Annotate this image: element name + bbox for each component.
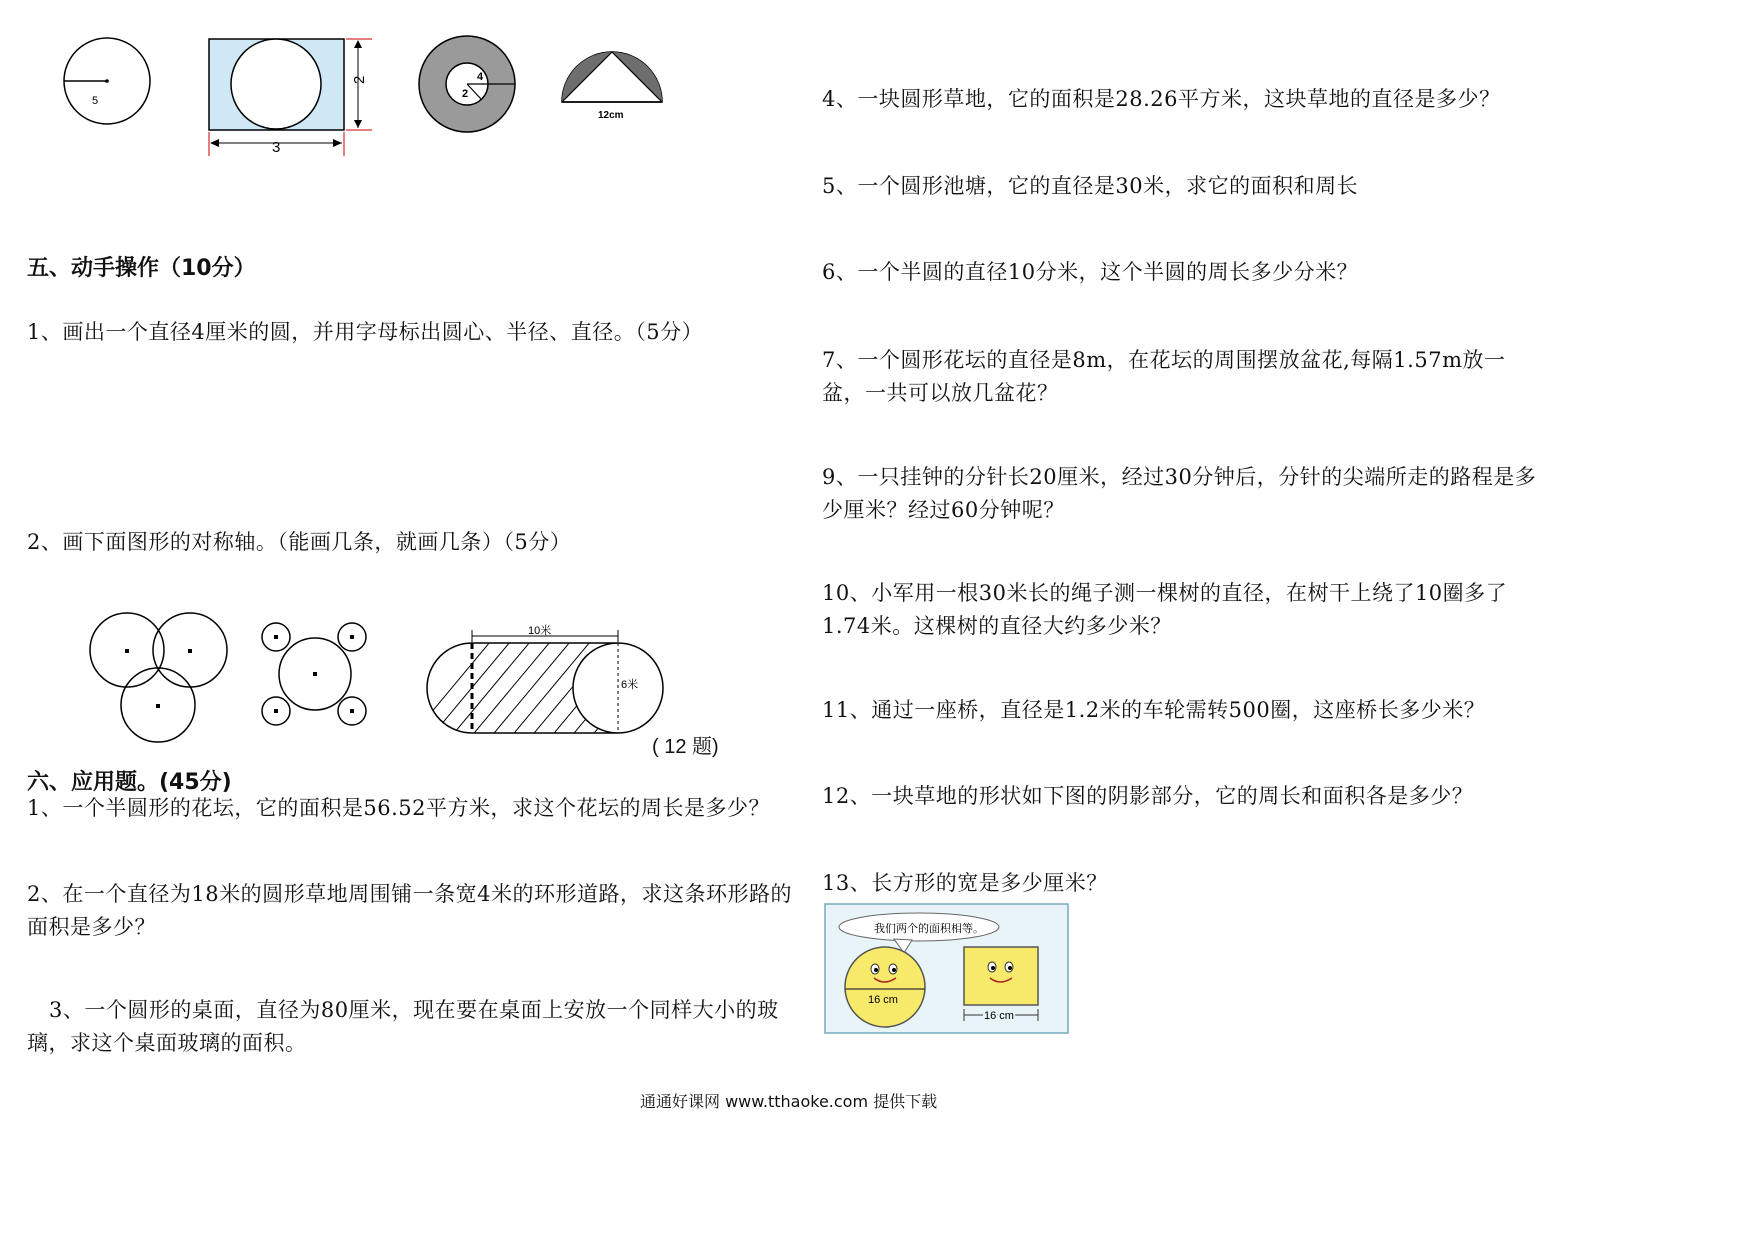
section5-title: 五、动手操作（10分） bbox=[27, 256, 256, 281]
page-footer: 通通好课网 www.tthaoke.com 提供下载 bbox=[640, 1092, 938, 1111]
question-13: 13、长方形的宽是多少厘米？ bbox=[822, 871, 1108, 895]
question-5: 5、一个圆形池塘，它的直径是30米，求它的面积和周长 bbox=[822, 174, 1359, 198]
section6-question-1: 1、一个半圆形的花坛，它的面积是56.52平方米，求这个花坛的周长是多少？ bbox=[27, 796, 770, 820]
question-10: 10、小军用一根30米长的绳子测一棵树的直径，在树干上绕了10圈多了1.74米。这棵树的直径大约多少米？ bbox=[822, 581, 1508, 638]
five-circles-figure bbox=[262, 623, 366, 725]
section6-title: 六、应用题。(45分) bbox=[27, 770, 232, 795]
three-circles-figure bbox=[90, 613, 227, 742]
ring-figure bbox=[419, 36, 515, 132]
circle-diameter-label: 16 cm bbox=[868, 994, 898, 1006]
question-11: 11、通过一座桥，直径是1.2米的车轮需转500圈，这座桥长多少米？ bbox=[822, 698, 1486, 722]
area-comparison-figure bbox=[824, 903, 1070, 1035]
shape-width-label: 10米 bbox=[528, 625, 552, 637]
shape-height-label: 6米 bbox=[621, 679, 639, 691]
ring-outer-label: 4 bbox=[477, 71, 484, 83]
rect-circle-figure bbox=[209, 39, 372, 156]
speech-bubble-text: 我们两个的面积相等。 bbox=[874, 923, 984, 935]
rect-width-label: 3 bbox=[272, 139, 281, 156]
top-figures bbox=[0, 0, 780, 180]
question-4: 4、一块圆形草地，它的面积是28.26平方米，这块草地的直径是多少？ bbox=[822, 87, 1501, 111]
ring-inner-label: 2 bbox=[462, 88, 469, 100]
section6-question-2: 2、在一个直径为18米的圆形草地周围铺一条宽4米的环形道路，求这条环形路的面积是多少？ bbox=[27, 882, 792, 939]
question-6: 6、一个半圆的直径10分米，这个半圆的周长多少分米？ bbox=[822, 260, 1359, 284]
rect-height-label: 2 bbox=[351, 75, 368, 84]
question-12: 12、一块草地的形状如下图的阴影部分，它的周长和面积各是多少？ bbox=[822, 784, 1474, 808]
semicircle-figure bbox=[562, 52, 662, 121]
question-7: 7、一个圆形花坛的直径是8m，在花坛的周围摆放盆花,每隔1.57m放一盆，一共可以放几盆花？ bbox=[822, 348, 1506, 405]
section5-question-2: 2、画下面图形的对称轴。（能画几条，就画几条）（5分） bbox=[27, 530, 572, 554]
circle-radius-label: 5 bbox=[92, 95, 99, 107]
smiling-circle bbox=[845, 947, 925, 1027]
circle-figure bbox=[64, 38, 150, 124]
rectangle-length-label: 16 cm bbox=[984, 1010, 1014, 1022]
caption-12: ( 12 题) bbox=[652, 736, 719, 758]
semicircle-label: 12cm bbox=[598, 110, 624, 121]
section6-question-3: 3、一个圆形的桌面，直径为80厘米，现在要在桌面上安放一个同样大小的玻璃，求这个桌面玻璃的面积。 bbox=[27, 998, 779, 1055]
question-9: 9、一只挂钟的分针长20厘米，经过30分钟后，分针的尖端所走的路程是多少厘米？经过60分钟呢？ bbox=[822, 465, 1537, 522]
section5-question-1: 1、画出一个直径4厘米的圆，并用字母标出圆心、半径、直径。（5分） bbox=[27, 320, 704, 344]
